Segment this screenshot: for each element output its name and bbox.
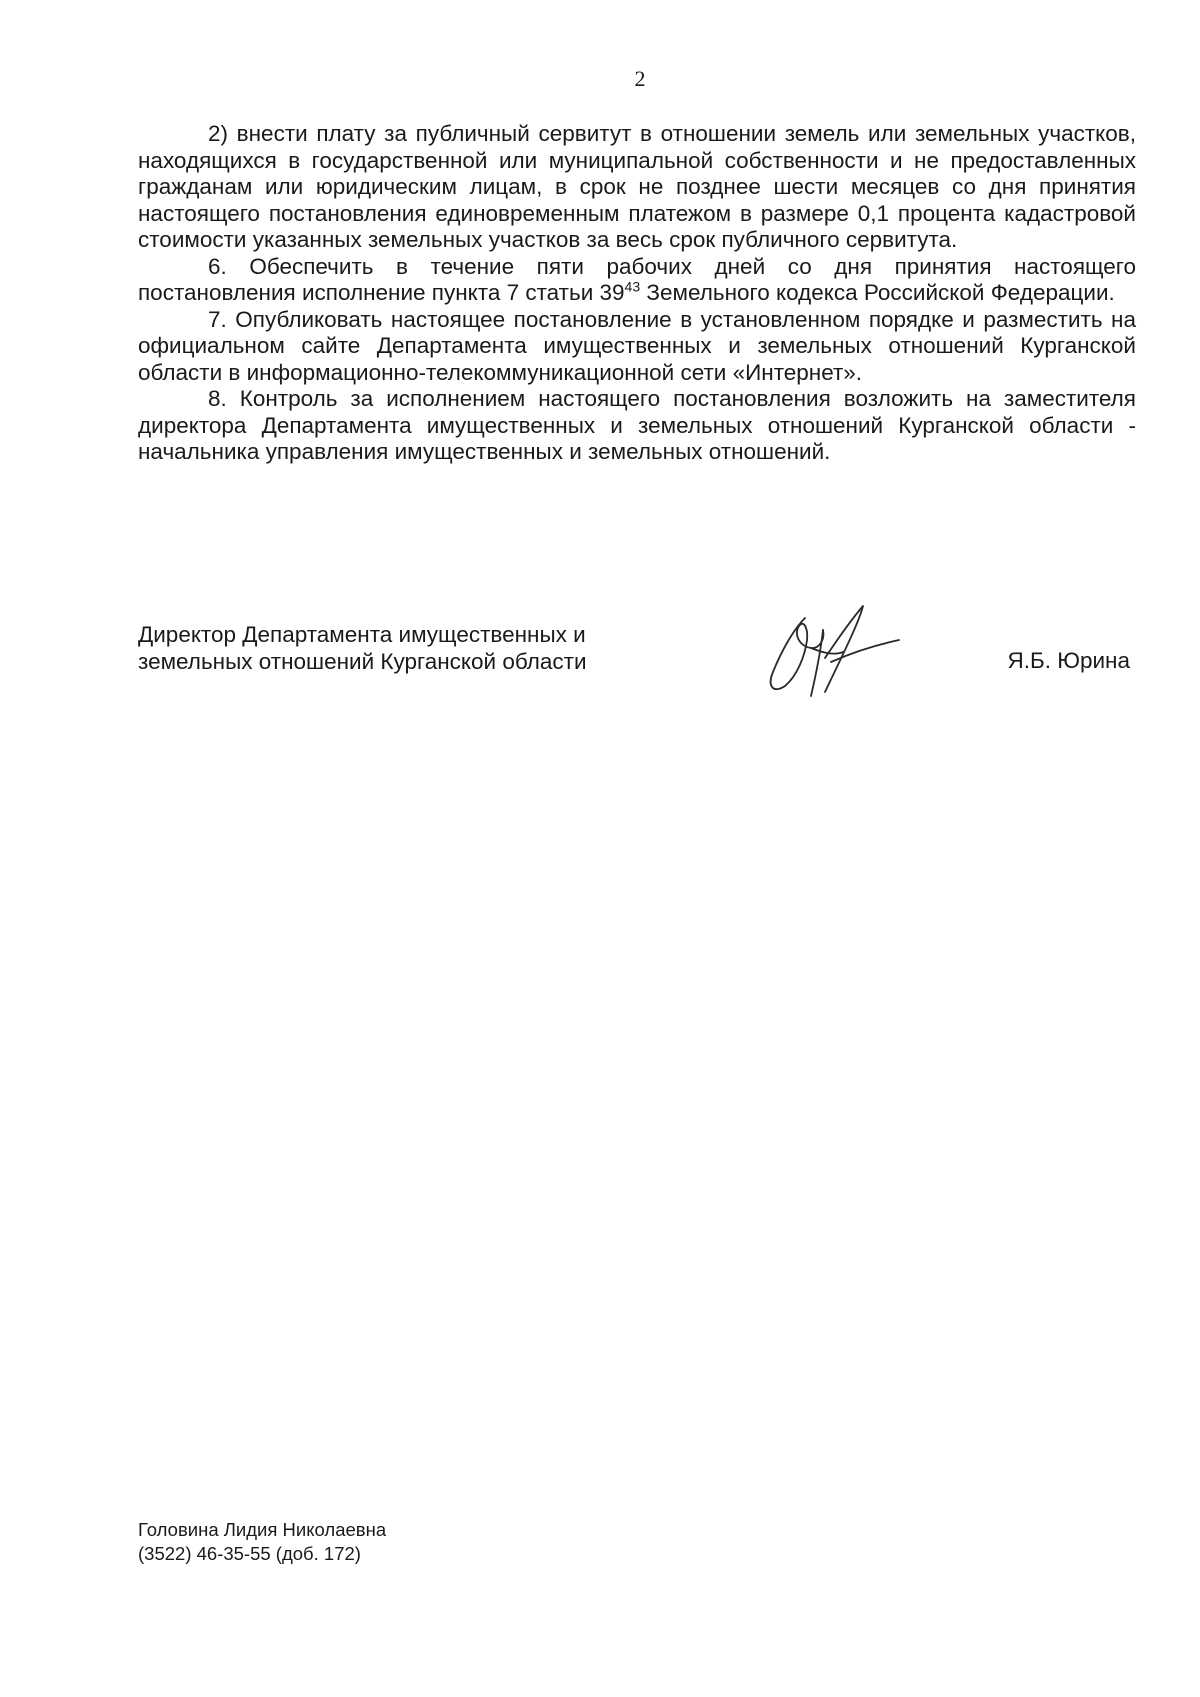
signer-title-line-2: земельных отношений Курганской области bbox=[138, 648, 587, 674]
contact-name: Головина Лидия Николаевна bbox=[138, 1519, 387, 1540]
paragraph-item-2: 2) внести плату за публичный сервитут в отношении земель или земельных участков, находящихся в государственной или муниципальной собственности и не предоставленных гражданам или юридическим лицам, в срок не позднее шести месяцев со дня принятия настоящего постановления единовременным платежом в размере 0,1 процента кадастровой стоимости указанных земельных участков за весь срок публичного сервитута. bbox=[138, 121, 1136, 252]
contact-info bbox=[138, 1518, 386, 1566]
contact-phone: (3522) 46-35-55 (доб. 172) bbox=[138, 1543, 361, 1564]
paragraph-6-text-after: Земельного кодекса Российской Федерации. bbox=[640, 280, 1115, 305]
paragraph-item-7: 7. Опубликовать настоящее постановление в установленном порядке и разместить на официальном сайте Департамента имущественных и земельных отношений Курганской области в информационно-телекоммуникационной сети «Интернет». bbox=[138, 306, 1136, 385]
document-body bbox=[138, 121, 1136, 466]
signer-title-line-1: Директор Департамента имущественных и bbox=[138, 622, 586, 647]
signature-block bbox=[138, 622, 1136, 675]
paragraph-6-text-before: 6. Обеспечить в течение пяти рабочих дней со дня принятия настоящего постановления исполнение пункта 7 статьи 39 bbox=[138, 253, 1136, 305]
handwritten-signature bbox=[763, 600, 903, 708]
signer-name: Я.Б. Юрина bbox=[1007, 648, 1130, 673]
paragraph-item-6 bbox=[138, 254, 1136, 307]
article-superscript: 43 bbox=[624, 278, 641, 295]
page-number: 2 bbox=[634, 66, 646, 91]
paragraph-item-8: 8. Контроль за исполнением настоящего постановления возложить на заместителя директора Департамента имущественных и земельных отношений Курганской области - начальника управления имущественных и земельных отношений. bbox=[138, 386, 1136, 464]
